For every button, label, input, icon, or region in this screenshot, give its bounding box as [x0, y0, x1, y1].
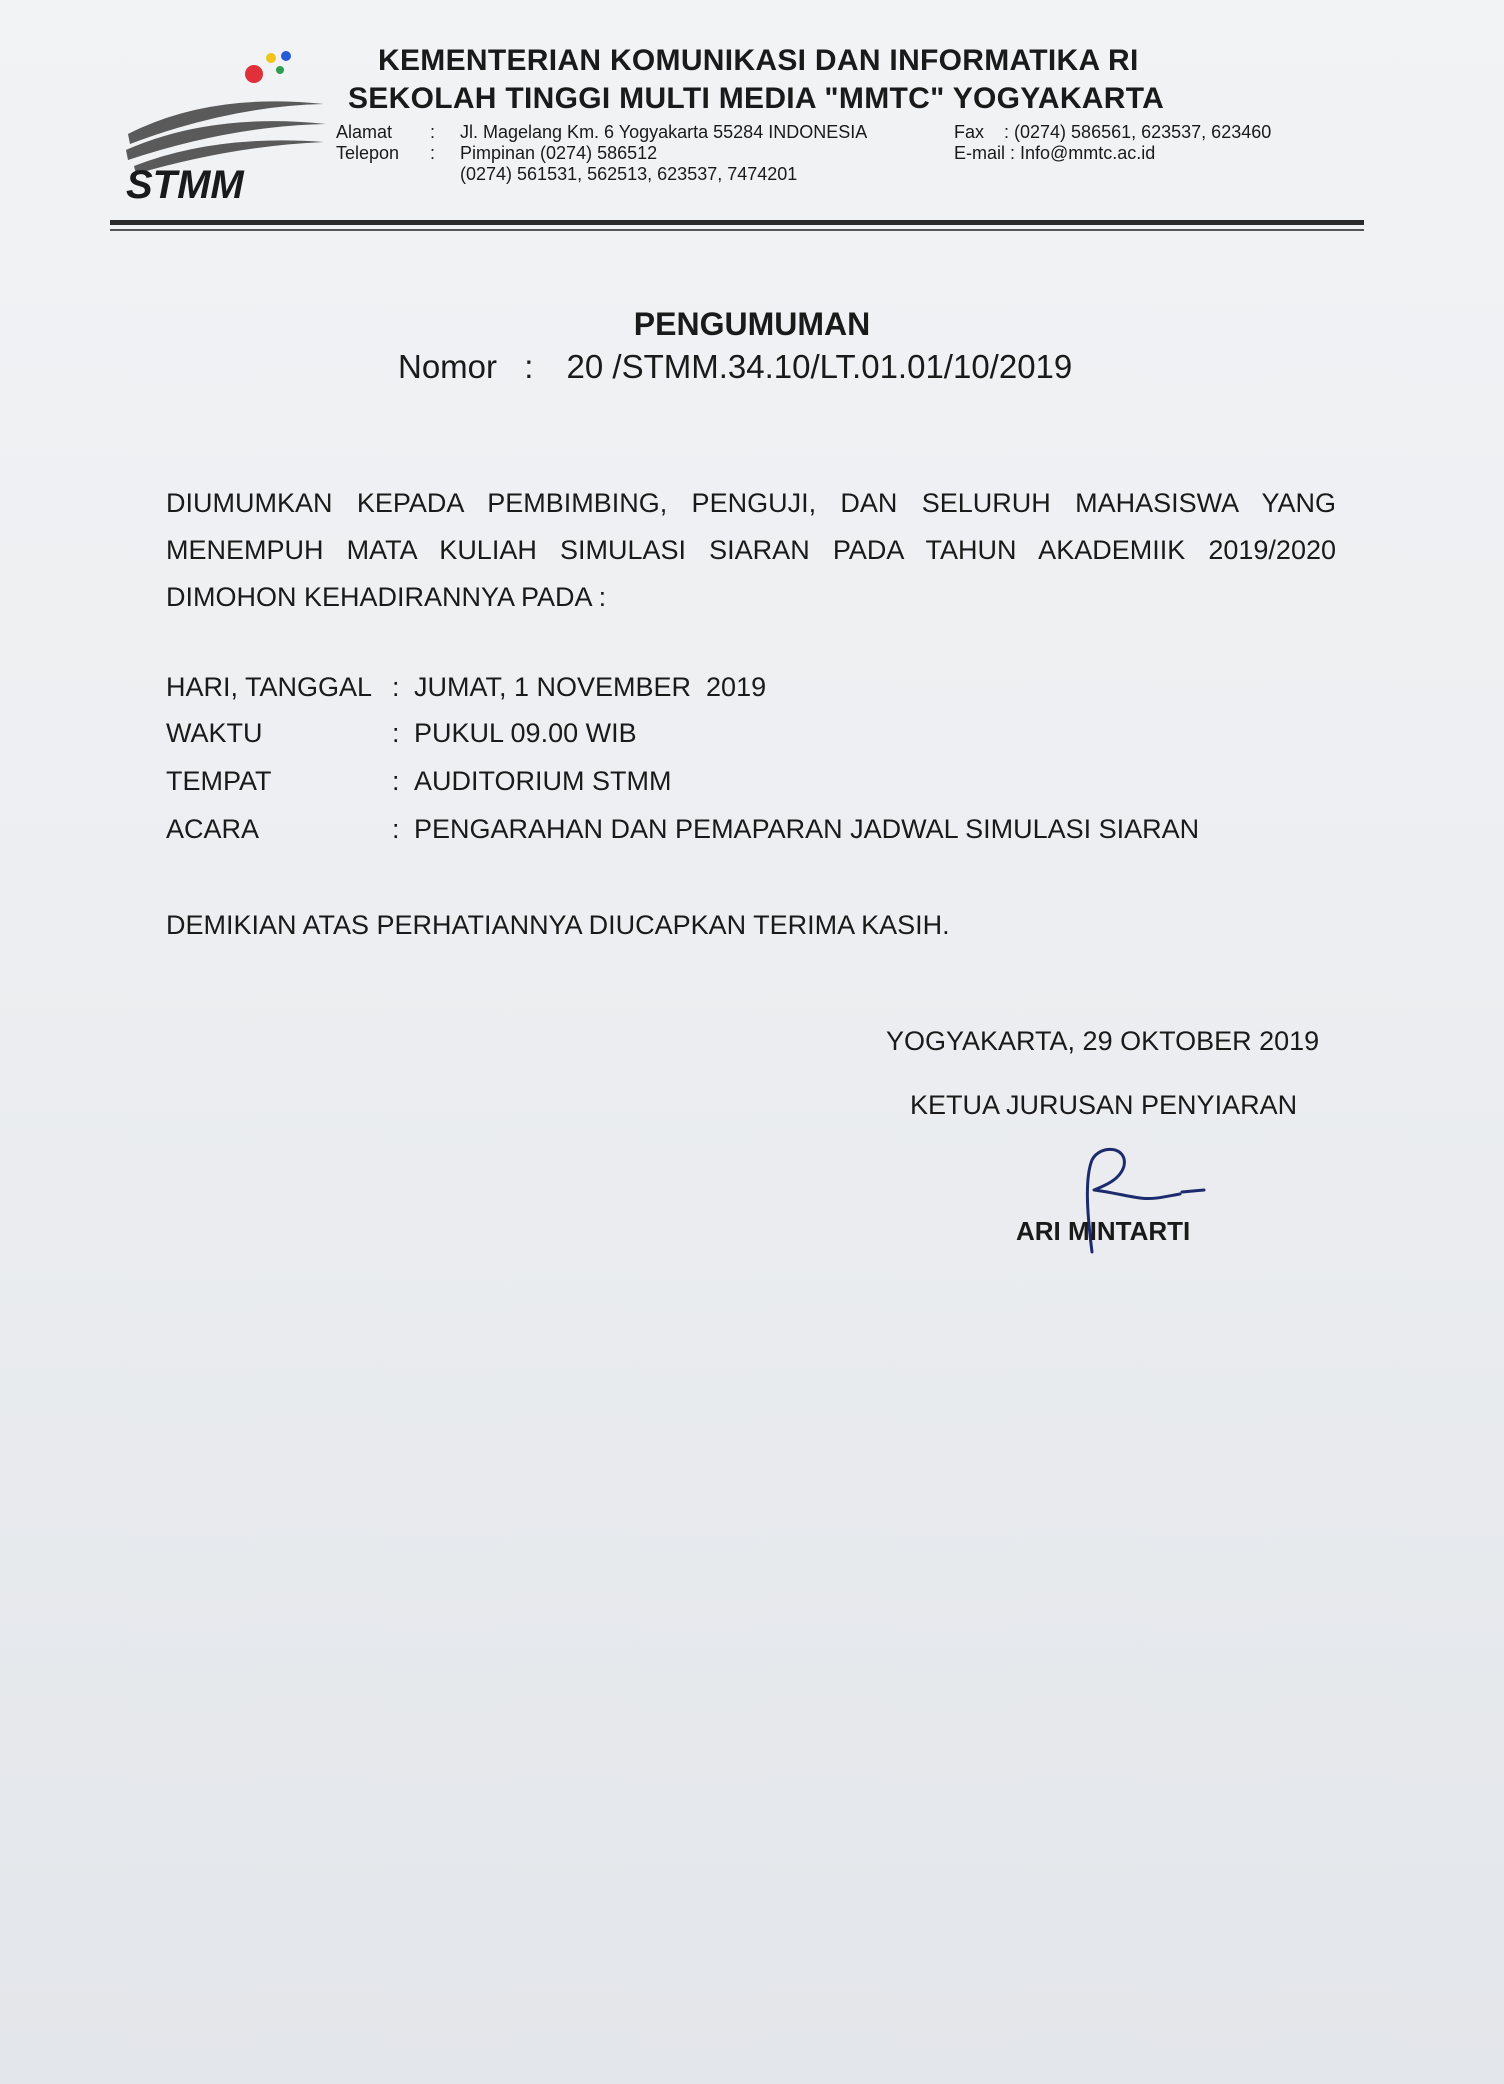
detail-value: PENGARAHAN DAN PEMAPARAN JADWAL SIMULASI SIARAN — [414, 814, 1200, 844]
nomor-separator: : — [524, 348, 534, 385]
announcement-paragraph — [166, 480, 1336, 621]
paragraph-line: DIUMUMKAN KEPADA PEMBIMBING, PENGUJI, DAN SELURUH MAHASISWA YANG — [166, 488, 1336, 518]
logo-dot-blue — [281, 51, 291, 61]
contact-block — [954, 122, 1271, 164]
address-separators — [430, 122, 435, 164]
signer-name: ARI MINTARTI — [1016, 1216, 1191, 1246]
phone-value-2: (0274) 561531, 562513, 623537, 7474201 — [460, 164, 798, 184]
ministry-name: KEMENTERIAN KOMUNIKASI DAN INFORMATIKA RI — [378, 44, 1139, 77]
detail-label: HARI, TANGGAL — [166, 672, 373, 702]
logo-dot-red — [245, 65, 263, 83]
detail-value: PUKUL 09.00 WIB — [414, 718, 637, 748]
address-labels — [336, 122, 399, 164]
address-label: Alamat — [336, 122, 393, 142]
paragraph-line: MENEMPUH MATA KULIAH SIMULASI SIARAN PADA TAHUN AKADEMIIK 2019/2020 — [166, 535, 1336, 565]
logo-dot-yellow — [266, 53, 276, 63]
place-date: YOGYAKARTA, 29 OKTOBER 2019 — [886, 1026, 1320, 1056]
letterhead-divider-thin — [110, 229, 1364, 231]
closing-sentence: DEMIKIAN ATAS PERHATIANNYA DIUCAPKAN TERIMA KASIH. — [166, 910, 950, 940]
email-line: E-mail : Info@mmtc.ac.id — [954, 143, 1156, 163]
detail-value: AUDITORIUM STMM — [414, 766, 672, 796]
detail-label: WAKTU — [166, 718, 263, 748]
detail-label: ACARA — [166, 814, 260, 844]
letterhead-divider — [110, 220, 1364, 225]
detail-label: TEMPAT — [166, 766, 272, 796]
paragraph-line: DIMOHON KEHADIRANNYA PADA : — [166, 582, 607, 612]
document-number — [398, 348, 1072, 386]
logo-wordmark: STMM — [126, 163, 244, 206]
nomor-label: Nomor — [398, 348, 498, 385]
institution-name: SEKOLAH TINGGI MULTI MEDIA "MMTC" YOGYAKARTA — [348, 82, 1165, 115]
detail-separator: : — [392, 766, 400, 796]
detail-separator: : — [392, 718, 400, 748]
detail-separator: : — [392, 672, 400, 702]
document-title: PENGUMUMAN — [633, 306, 871, 342]
address-value: Jl. Magelang Km. 6 Yogyakarta 55284 INDONESIA — [460, 122, 868, 142]
phone-label: Telepon — [336, 143, 400, 163]
signer-title: KETUA JURUSAN PENYIARAN — [910, 1090, 1298, 1120]
fax-line: Fax : (0274) 586561, 623537, 623460 — [954, 122, 1272, 142]
logo-dot-green — [276, 66, 284, 74]
detail-value: JUMAT, 1 NOVEMBER 2019 — [414, 672, 767, 702]
address-separator: : — [430, 122, 436, 142]
phone-value-1: Pimpinan (0274) 586512 — [460, 143, 658, 163]
phone-separator: : — [430, 143, 436, 163]
detail-separator: : — [392, 814, 400, 844]
stmm-logo — [120, 46, 330, 206]
nomor-value: 20 /STMM.34.10/LT.01.01/10/2019 — [566, 348, 1073, 385]
address-values — [460, 122, 867, 185]
